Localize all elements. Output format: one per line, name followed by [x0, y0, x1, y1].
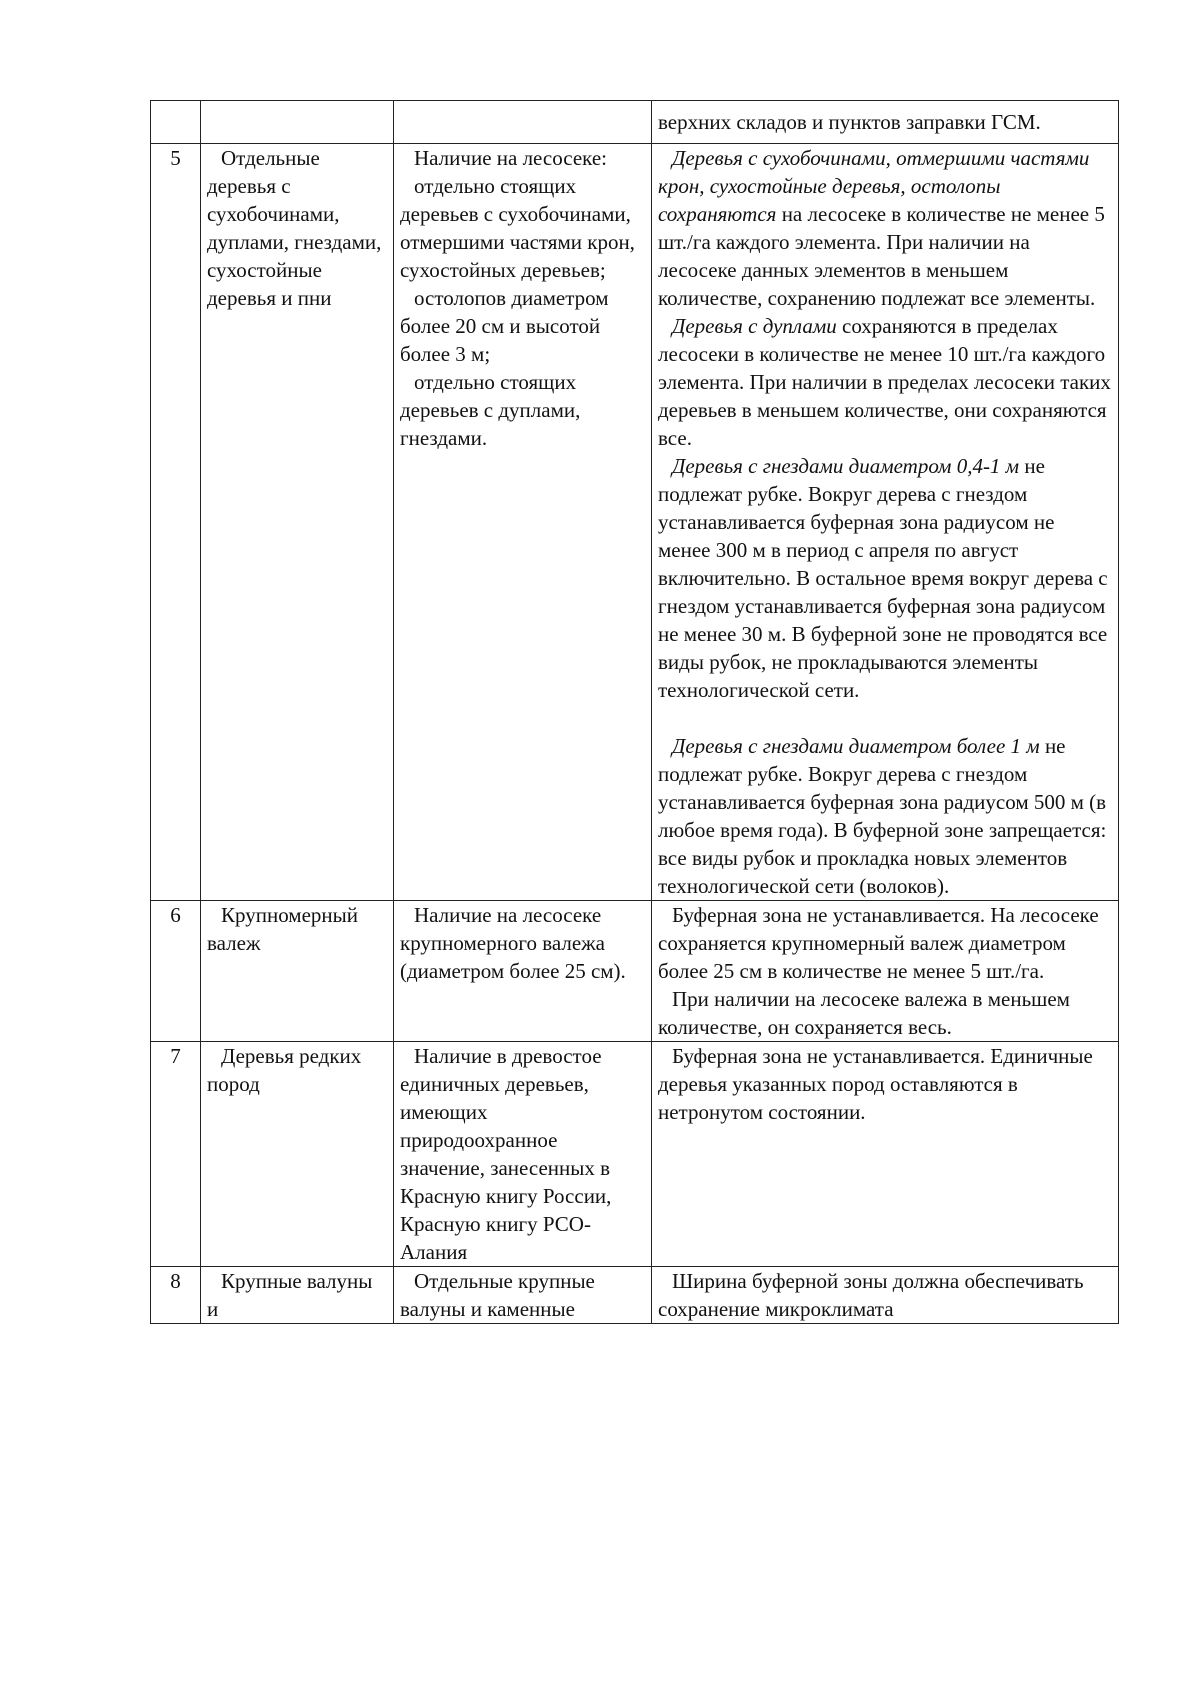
measures-italic-lead: Деревья с дуплами: [672, 314, 837, 338]
measures-text: Буферная зона не устанавливается. Единичные деревья указанных пород оставляются в нетронутом состоянии.: [658, 1044, 1093, 1124]
table-row: [151, 1042, 1119, 1267]
criteria-cell: [394, 901, 652, 1042]
object-name-cell: [201, 1267, 394, 1324]
measures-text: верхних складов и пунктов заправки ГСМ.: [658, 110, 1041, 134]
object-name-cell: [201, 144, 394, 901]
measures-text: Ширина буферной зоны должна обеспечивать сохранение микроклимата: [658, 1269, 1084, 1321]
row-number: 7: [151, 1042, 201, 1267]
object-name: Крупные валуны и: [207, 1269, 373, 1321]
criteria-cell: [394, 1042, 652, 1267]
criteria-text: Наличие в древостое единичных деревьев, имеющих природоохранное значение, занесенных в Красную книгу России, Красную книгу РСО-Алания: [400, 1044, 612, 1264]
table-row: [151, 901, 1119, 1042]
measures-paragraph: [658, 452, 1112, 704]
table-row: [151, 1267, 1119, 1324]
measures-text: сохраняются в пределах лесосеки в количестве не менее 10 шт./га каждого элемента. При наличии в пределах лесосеки таких деревьев в меньшем количестве, они сохраняются все.: [658, 314, 1111, 450]
table-row: [151, 144, 1119, 901]
measures-text: не подлежат рубке. Вокруг дерева с гнездом устанавливается буферная зона радиусом не менее 300 м в период с апреля по август включительно. В остальное время вокруг дерева с гнездом устанавливается буферная зона радиусом не менее 30 м. В буферной зоне не проводятся все виды рубок, не прокладываются элементы технологической сети.: [658, 454, 1108, 702]
measures-cell: [652, 901, 1119, 1042]
measures-italic-lead: Деревья с гнездами диаметром 0,4-1 м: [672, 454, 1020, 478]
measures-italic-lead: Деревья с гнездами диаметром более 1 м: [672, 734, 1040, 758]
measures-italic-lead: Деревья с сухобочинами, отмершими частями крон, сухостойные деревья, остолопы сохраняются: [658, 146, 1090, 226]
row-number: 8: [151, 1267, 201, 1324]
row-number: 6: [151, 901, 201, 1042]
protection-measures-table: [150, 100, 1119, 1324]
measures-cell: [652, 1267, 1119, 1324]
measures-text: Буферная зона не устанавливается. На лесосеке сохраняется крупномерный валеж диаметром более 25 см в количестве не менее 5 шт./га.: [658, 903, 1099, 983]
object-name-cell: [201, 1042, 394, 1267]
criteria-cell: [394, 1267, 652, 1324]
measures-paragraph: [658, 312, 1112, 452]
criteria-cell: [394, 144, 652, 901]
object-name-cell: [201, 901, 394, 1042]
object-name: Крупномерный валеж: [207, 903, 359, 955]
measures-paragraph: [658, 732, 1112, 900]
criteria-text: отдельно стоящих деревьев с сухобочинами, отмершими частями крон, сухостойных деревьев;: [400, 174, 635, 282]
measures-cell: [652, 144, 1119, 901]
measures-text: При наличии на лесосеке валежа в меньшем количестве, он сохраняется весь.: [658, 987, 1070, 1039]
object-name-cell: [201, 101, 394, 144]
table-row: [151, 101, 1119, 144]
measures-cell: [652, 101, 1119, 144]
criteria-text: Отдельные крупные валуны и каменные: [400, 1269, 595, 1321]
criteria-text: Наличие на лесосеке:: [414, 146, 607, 170]
measures-text: на лесосеке в количестве не менее 5 шт./га каждого элемента. При наличии на лесосеке данных элементов в меньшем количестве, сохранению подлежат все элементы.: [658, 202, 1105, 310]
measures-text: не подлежат рубке. Вокруг дерева с гнездом устанавливается буферная зона радиусом 500 м (в любое время года). В буферной зоне запрещается: все виды рубок и прокладка новых элементов технологической сети (волоков).: [658, 734, 1107, 898]
criteria-text: остолопов диаметром более 20 см и высотой более 3 м;: [400, 286, 609, 366]
criteria-text: Наличие на лесосеке крупномерного валежа (диаметром более 25 см).: [400, 903, 626, 983]
measures-paragraph: [658, 144, 1112, 312]
row-number-cell: [151, 101, 201, 144]
object-name: Деревья редких пород: [207, 1044, 362, 1096]
row-number: 5: [151, 144, 201, 901]
criteria-text: отдельно стоящих деревьев с дуплами, гнездами.: [400, 370, 581, 450]
paragraph-spacer: [658, 704, 1112, 732]
measures-cell: [652, 1042, 1119, 1267]
object-name: Отдельные деревья с сухобочинами, дуплами, гнездами, сухостойные деревья и пни: [207, 146, 382, 310]
criteria-cell: [394, 101, 652, 144]
